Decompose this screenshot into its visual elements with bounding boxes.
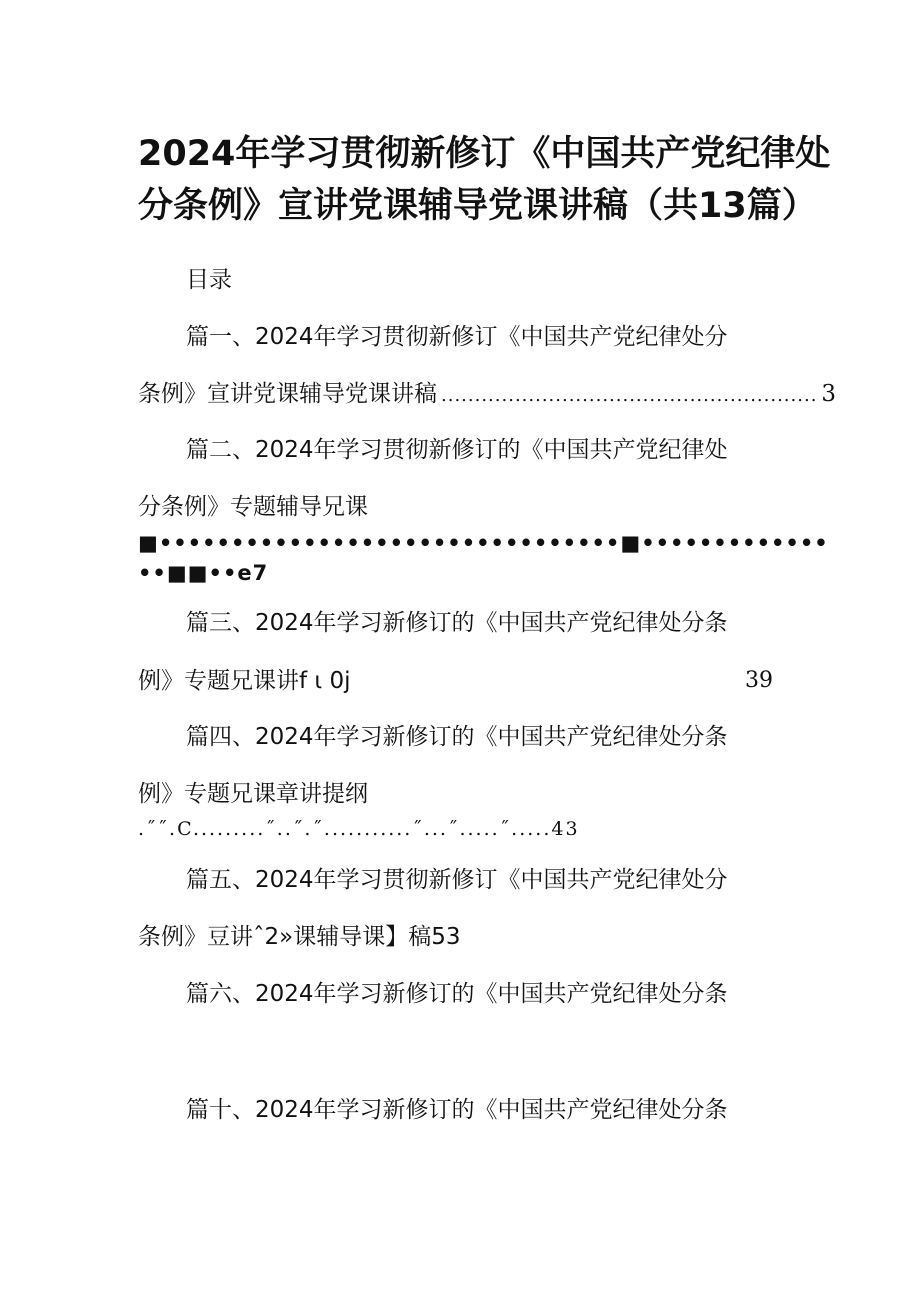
toc-entry-1-leader: ........................................................ <box>441 385 818 406</box>
toc-entry-1-line-1: 篇一、2024年学习贯彻新修订《中国共产党纪律处分 <box>186 324 728 350</box>
toc-entry-1-page: 3 <box>821 381 837 407</box>
title-line-1: 2024年学习贯彻新修订《中国共产党纪律处 <box>138 134 831 174</box>
document-title <box>138 128 831 232</box>
toc-entry-6-line-1: 篇六、2024年学习新修订的《中国共产党纪律处分条 <box>186 981 728 1007</box>
toc-entry-4-line-1: 篇四、2024年学习新修订的《中国共产党纪律处分条 <box>186 724 728 750</box>
toc-entry-2-leader-1: ■••••••••••••••••••••••••••••••••■••••••••••••• <box>138 531 829 555</box>
toc-entry-5-line-2: 条例》豆讲ˆ2»课辅导课】稿53 <box>138 924 461 950</box>
toc-entry-1-line-2 <box>138 377 837 413</box>
title-line-2: 分条例》宣讲党课辅导党课讲稿（共13篇） <box>138 186 817 226</box>
toc-entry-2-leader-2: ••■■••e7 <box>138 561 269 585</box>
toc-entry-2-line-2: 分条例》专题辅导兄课 <box>138 494 368 520</box>
toc-entry-4-line-2: 例》专题兄课章讲提纲 <box>138 781 368 807</box>
toc-entry-3-page: 39 <box>745 668 773 693</box>
toc-entry-2-line-1: 篇二、2024年学习贯彻新修订的《中国共产党纪律处 <box>186 437 728 463</box>
toc-entry-3-line-2: 例》专题兄课讲f ι 0j <box>138 668 351 694</box>
toc-entry-7-line-1: 篇十、2024年学习新修订的《中国共产党纪律处分条 <box>186 1097 728 1123</box>
toc-entry-3-line-1: 篇三、2024年学习新修订的《中国共产党纪律处分条 <box>186 610 728 636</box>
toc-entry-1-title-cont: 条例》宣讲党课辅导党课讲稿 <box>138 381 437 407</box>
toc-entry-4-leader: .˝˝.C.........˝..˝.˝...........˝...˝.....˝.....43 <box>138 818 580 840</box>
toc-entry-5-line-1: 篇五、2024年学习贯彻新修订《中国共产党纪律处分 <box>186 867 728 893</box>
toc-heading: 目录 <box>186 267 232 293</box>
